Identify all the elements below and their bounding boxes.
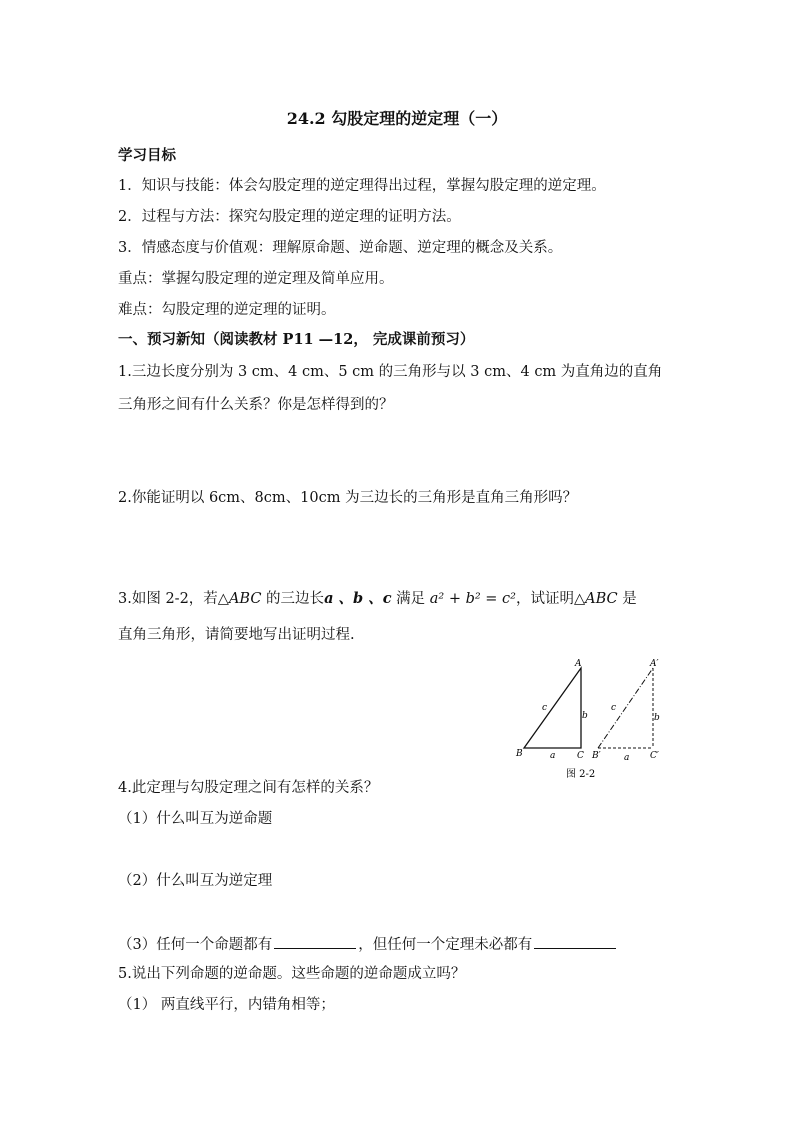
objective-item-3: 3．情感态度与价值观：理解原命题、逆命题、逆定理的概念及关系。 <box>118 240 563 256</box>
question-4-2: （2）什么叫互为逆定理 <box>118 873 273 889</box>
question-3-line1: 3.如图 2-2，若△ABC 的三边长a 、b 、c 满足 a² + b² = c²，试证明△ABC 是 <box>118 590 637 607</box>
question-5: 5.说出下列命题的逆命题。这些命题的逆命题成立吗？ <box>118 966 466 982</box>
question-3-line2: 直角三角形，请简要地写出证明过程. <box>118 627 355 643</box>
triangle-abc-shape <box>524 668 581 748</box>
side-label-b: b <box>582 711 588 721</box>
vertex-label-a-prime: A′ <box>650 659 659 669</box>
question-4-1: （1）什么叫互为逆命题 <box>118 811 273 827</box>
key-point: 重点：掌握勾股定理的逆定理及简单应用。 <box>118 271 394 287</box>
side-label-b-prime: b <box>654 713 660 723</box>
section1-heading: 一、预习新知（阅读教材 P11 —12， 完成课前预习） <box>118 331 475 348</box>
hypotenuse-dashed <box>598 668 653 748</box>
side-label-a: a <box>550 751 556 761</box>
pythagorean-formula: a² + b² = c² <box>429 591 516 607</box>
side-labels: a 、b 、c <box>324 590 392 607</box>
vertex-label-c-prime: C′ <box>650 751 659 761</box>
question-4-3: （3）任何一个命题都有 ，但任何一个定理未必都有 <box>118 933 618 955</box>
side-label-c-prime: c <box>611 703 617 713</box>
question-1-line1: 1.三边长度分别为 3 cm、4 cm、5 cm 的三角形与以 3 cm、4 cm 为直角边的直角 <box>118 364 663 380</box>
side-label-a-prime: a <box>624 753 630 763</box>
vertex-label-b-prime: B′ <box>592 751 601 761</box>
objective-item-1: 1．知识与技能：体会勾股定理的逆定理得出过程，掌握勾股定理的逆定理。 <box>118 178 606 194</box>
fill-blank-2[interactable] <box>534 933 616 949</box>
triangle-abc-prime <box>591 659 660 763</box>
vertex-label-c: C <box>577 751 584 761</box>
vertex-label-b: B <box>516 749 523 759</box>
question-2: 2.你能证明以 6cm、8cm、10cm 为三边长的三角形是直角三角形吗？ <box>118 490 578 506</box>
triangle-abc <box>515 659 588 761</box>
question-1-line2: 三角形之间有什么关系？你是怎样得到的？ <box>118 397 394 413</box>
objective-item-2: 2．过程与方法：探究勾股定理的逆定理的证明方法。 <box>118 209 461 225</box>
vertex-label-a: A <box>575 659 582 669</box>
figure-caption: 图 2-2 <box>566 769 596 780</box>
side-label-c: c <box>542 703 548 713</box>
question-4: 4.此定理与勾股定理之间有怎样的关系？ <box>118 780 379 796</box>
objectives-heading: 学习目标 <box>118 147 176 164</box>
page-title: 24.2 勾股定理的逆定理（一） <box>286 109 508 128</box>
question-5-1: （1） 两直线平行，内错角相等； <box>118 997 335 1013</box>
fill-blank-1[interactable] <box>274 933 356 949</box>
triangle-figure <box>510 658 670 784</box>
difficulty: 难点：勾股定理的逆定理的证明。 <box>118 302 336 318</box>
